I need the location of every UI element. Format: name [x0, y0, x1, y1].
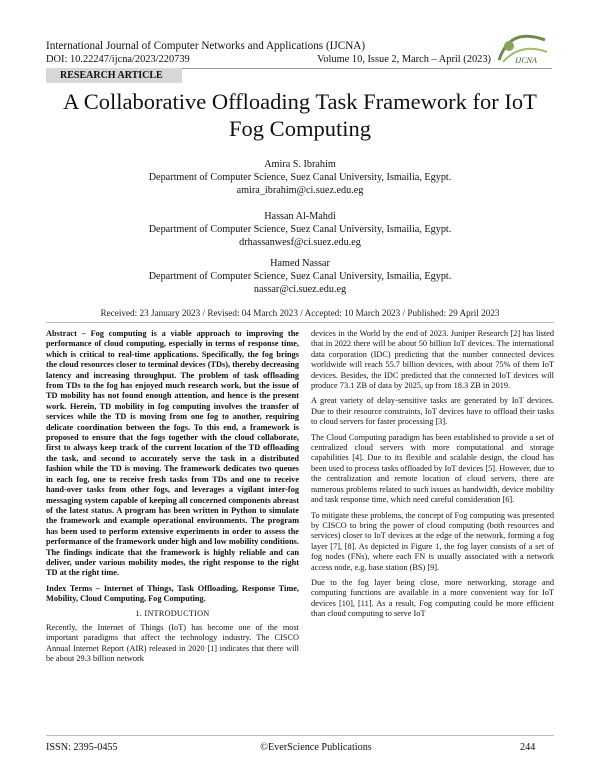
- section-heading-introduction: 1. INTRODUCTION: [135, 608, 210, 618]
- author-block-2: [46, 210, 554, 249]
- page-number: 244: [520, 742, 536, 753]
- abstract: Abstract – Fog computing is a viable approach to improving the performance of cloud computing, especially in terms of response time, which is critical to real-time applications. Specifically, the fog brings the cloud resources closer to terminal devices (TDs), thereby decreasing latency and increasing throughput. The problem of task offloading from TDs to the fog has enjoyed much research work, but the issue of TD mobility has not found enough attention, and hence is the present work. Herein, TD mobility in fog computing involves the transfer of services while the TD is moving from one fog to another, requiring delicate coordination between the fogs. To this end, a framework is proposed to ensure that the fogs together with the cloud collaborate, first to always keep track of the current location of the TD offloading the task, and second to accurately serve the task in a distributed fashion while the TD is moving. The framework dedicates two queues in each fog, one to receive fresh tasks from TDs and one to receive hand-over tasks from other fogs, and leverages a vigilant inter-fog messaging system capable of keeping all concerned components abreast of the latest status. A program has been written in Python to simulate the framework and example operational environments. The program has been used to perform extensive experiments in order to assess the performance of the framework under high and low mobility conditions. The findings indicate that the framework is highly reliable and can deliver, under various mobility modes, the right response to the right TD at the right time.: [46, 329, 299, 578]
- author-name: Hassan Al-Mahdi: [264, 211, 336, 222]
- author-affiliation: Department of Computer Science, Suez Canal University, Ismailia, Egypt.: [148, 271, 452, 282]
- journal-logo: [493, 30, 551, 68]
- author-email[interactable]: amira_ibrahim@ci.suez.edu.eg: [236, 185, 364, 196]
- body-paragraph: The Cloud Computing paradigm has been established to provide a set of centralized cloud servers with more computational and storage capabilities [4]. Due to its flexible and scalable design, the cloud has been used to process tasks offloaded by IoT devices [5]. However, due to the centralization and remote location of cloud servers, there are numerous problems related to such issues as bandwidth, device mobility and task response time, which need careful consideration [6].: [311, 432, 554, 505]
- issn: ISSN: 2395-0455: [46, 742, 118, 753]
- doi[interactable]: DOI: 10.22247/ijcna/2023/220739: [46, 54, 190, 65]
- author-block-3: [46, 257, 554, 296]
- author-name: Amira S. Ibrahim: [264, 159, 336, 170]
- left-column: [46, 329, 299, 670]
- volume-info: Volume 10, Issue 2, March – April (2023): [317, 54, 491, 65]
- author-affiliation: Department of Computer Science, Suez Canal University, Ismailia, Egypt.: [148, 224, 452, 235]
- dates-rule: [46, 322, 554, 323]
- publisher: ©EverScience Publications: [260, 742, 372, 753]
- author-name: Hamed Nassar: [270, 258, 330, 269]
- logo-text: IJCNA: [515, 56, 537, 65]
- right-column: [311, 329, 554, 625]
- footer-rule: [46, 735, 554, 736]
- author-affiliation: Department of Computer Science, Suez Canal University, Ismailia, Egypt.: [148, 172, 452, 183]
- author-email[interactable]: nassar@ci.suez.edu.eg: [253, 284, 347, 295]
- article-type-tag: RESEARCH ARTICLE: [46, 68, 182, 83]
- journal-name: International Journal of Computer Networks and Applications (IJCNA): [46, 40, 366, 52]
- body-paragraph: devices in the World by the end of 2023. Juniper Research [2] has listed that in 2022 there will be about 50 billion IoT devices. The international data corporation (IDC) predicting that the number connected devices worldwide will reach 55.7 billion devices, with about 75% of them IoT devices. Besides, the IDC predicted that the connected IoT devices will produce 73.1 ZB of data by 2025, up from 18.3 ZB in 2019.: [311, 329, 554, 391]
- body-paragraph: Due to the fog layer being close, more networking, storage and computing functions are available in a more convenient way for IoT devices [10], [11]. As a result, Fog computing could be more efficient than cloud computing to serve IoT: [311, 577, 554, 619]
- author-email[interactable]: drhassanwesf@ci.suez.edu.eg: [239, 237, 361, 248]
- intro-paragraph: Recently, the Internet of Things (IoT) has become one of the most important paradigms that affect the technology industry. The CISCO Annual Internet Report (AIR) released in 2020 [1] indicates that there will be about 29.3 billion network: [46, 622, 299, 664]
- paper-title: A Collaborative Offloading Task Framework for IoT Fog Computing: [63, 89, 537, 141]
- author-block-1: [46, 158, 554, 197]
- body-paragraph: To mitigate these problems, the concept of Fog computing was presented by CISCO to bring the power of cloud computing (both resources and services) closer to IoT devices at the edge of the network, forming a fog layer [7], [8]. As depicted in Figure 1, the fog layer consists of a set of fog nodes (FNs), where each FN is usually associated with a network access node, e.g. base station (BS) [9].: [311, 510, 554, 572]
- doi-volume-row: [46, 53, 491, 66]
- publication-dates: Received: 23 January 2023 / Revised: 04 March 2023 / Accepted: 10 March 2023 / Published: 29 April 2023: [100, 308, 500, 318]
- body-paragraph: A great variety of delay-sensitive tasks are generated by IoT devices. Due to their resource constraints, IoT devices have to offload their tasks to cloud servers for faster processing [3].: [311, 396, 554, 427]
- index-terms: Index Terms – Internet of Things, Task Offloading, Response Time, Mobility, Cloud Computing, Fog Computing.: [46, 583, 299, 604]
